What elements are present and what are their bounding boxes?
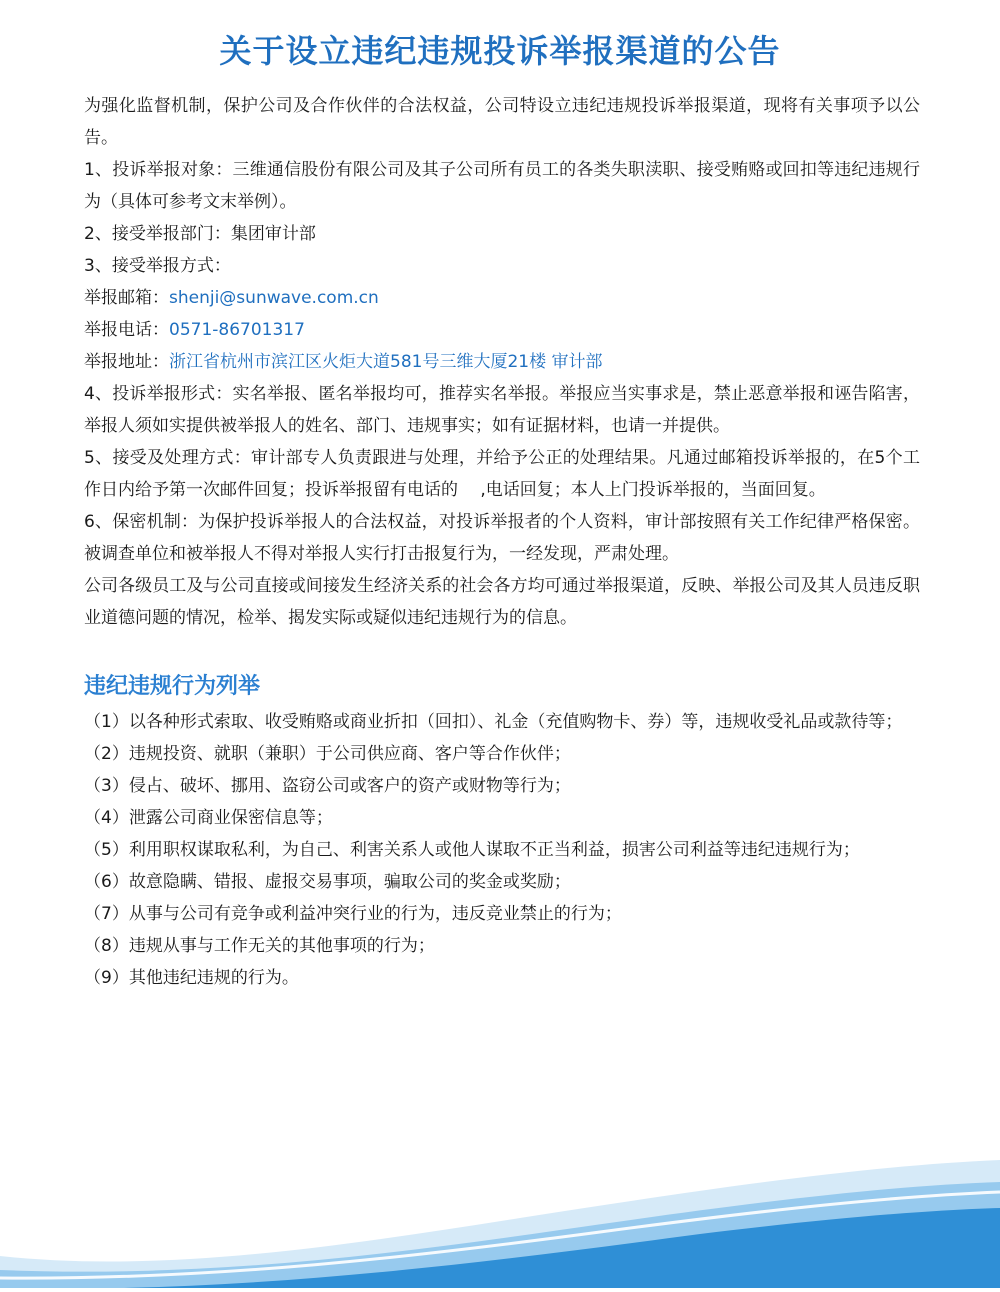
closing-paragraph: 公司各级员工及与公司直接或间接发生经济关系的社会各方均可通过举报渠道，反映、举报公司及其人员违反职业道德问题的情况，检举、揭发实际或疑似违纪违规行为的信息。 [84,576,920,628]
list-item: （6）故意隐瞒、错报、虚报交易事项，骗取公司的奖金或奖励； [84,872,571,892]
email-label: 举报邮箱： [84,288,169,308]
list-item: （3）侵占、破坏、挪用、盗窃公司或客户的资产或财物等行为； [84,776,571,796]
announcement-body [84,90,920,994]
list-item: （8）违规从事与工作无关的其他事项的行为； [84,936,435,956]
item-handling-method: 5、接受及处理方式：审计部专人负责跟进与处理，并给予公正的处理结果。凡通过邮箱投诉举报的，在5个工作日内给予第一次邮件回复；投诉举报留有电话的 ,电话回复；本人上门投诉举报的，当面回复。 [84,448,920,500]
email-link[interactable]: shenji@sunwave.com.cn [169,288,379,308]
address-value: 浙江省杭州市滨江区火炬大道581号三维大厦21楼 审计部 [169,352,603,372]
list-item: （5）利用职权谋取私利，为自己、利害关系人或他人谋取不正当利益，损害公司利益等违纪违规行为； [84,840,860,860]
list-item: （1）以各种形式索取、收受贿赂或商业折扣（回扣）、礼金（充值购物卡、券）等，违规收受礼品或款待等； [84,712,903,732]
phone-label: 举报电话： [84,320,169,340]
item-report-methods: 3、接受举报方式： [84,256,231,276]
phone-link[interactable]: 0571-86701317 [169,320,305,340]
contact-address-row [84,346,920,378]
list-item: （7）从事与公司有竞争或利益冲突行业的行为，违反竞业禁止的行为； [84,904,622,924]
list-item: （9）其他违纪违规的行为。 [84,968,299,988]
examples-list [84,706,920,994]
item-report-form: 4、投诉举报形式：实名举报、匿名举报均可，推荐实名举报。举报应当实事求是，禁止恶意举报和诬告陷害，举报人须如实提供被举报人的姓名、部门、违规事实；如有证据材料，也请一并提供。 [84,384,920,436]
footer-wave-decoration [0,1138,1000,1288]
address-label: 举报地址： [84,352,169,372]
item-confidentiality: 6、保密机制：为保护投诉举报人的合法权益，对投诉举报者的个人资料，审计部按照有关工作纪律严格保密。被调查单位和被举报人不得对举报人实行打击报复行为，一经发现，严肃处理。 [84,512,920,564]
contact-email-row [84,282,920,314]
intro-paragraph: 为强化监督机制，保护公司及合作伙伴的合法权益，公司特设立违纪违规投诉举报渠道，现将有关事项予以公告。 [84,96,920,148]
page-title: 关于设立违纪违规投诉举报渠道的公告 [219,32,781,70]
item-report-target: 1、投诉举报对象：三维通信股份有限公司及其子公司所有员工的各类失职渎职、接受贿赂或回扣等违纪违规行为（具体可参考文末举例）。 [84,160,920,212]
list-item: （4）泄露公司商业保密信息等； [84,808,333,828]
list-item: （2）违规投资、就职（兼职）于公司供应商、客户等合作伙伴； [84,744,571,764]
contact-phone-row [84,314,920,346]
examples-heading: 违纪违规行为列举 [84,674,261,699]
item-receiving-department: 2、接受举报部门：集团审计部 [84,224,316,244]
